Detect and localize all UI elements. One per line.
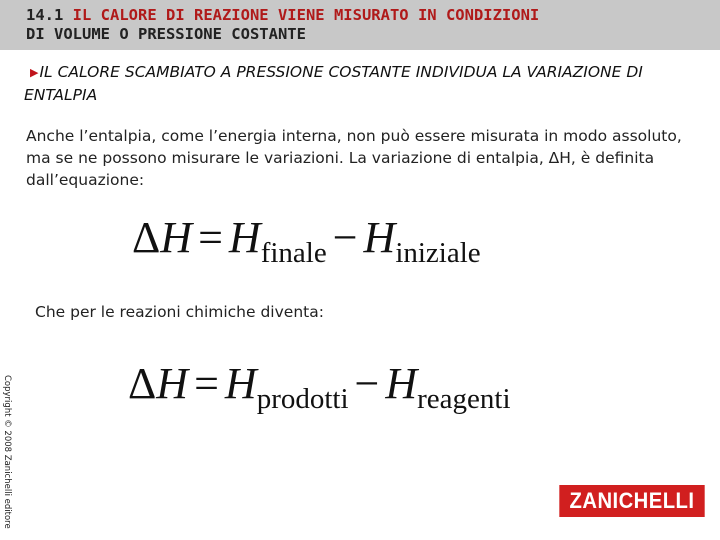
equation-enthalpy-definition	[132, 212, 481, 269]
eq1-equals: =	[198, 213, 223, 262]
title-line-2: DI VOLUME O PRESSIONE COSTANTE	[26, 25, 306, 43]
body-paragraph: Anche l’entalpia, come l’energia interna, non può essere misurata in modo assoluto, ma se ne possono misurare le variazioni. La variazione di entalpia, ΔH, è definita dall’equazione:	[26, 127, 682, 189]
eq1-sub1: finale	[260, 237, 327, 269]
equation-reaction-enthalpy	[128, 358, 511, 415]
section-number: 14.1	[26, 6, 64, 24]
arrow-icon: ▶	[30, 66, 39, 79]
publisher-logo: ZANICHELLI	[559, 485, 704, 517]
second-paragraph: Che per le reazioni chimiche diventa:	[35, 303, 324, 321]
eq1-delta: Δ	[132, 213, 161, 262]
eq1-h2: H	[363, 213, 396, 262]
eq1-lhs: H	[160, 213, 193, 262]
subtitle	[24, 61, 704, 106]
eq2-lhs: H	[156, 359, 189, 408]
copyright-text: Copyright © 2008 Zanichelli editore	[2, 375, 12, 529]
eq1-sub2: iniziale	[395, 237, 481, 269]
slide-title	[26, 6, 706, 44]
eq1-minus: −	[332, 213, 358, 262]
subtitle-text: IL CALORE SCAMBIATO A PRESSIONE COSTANTE INDIVIDUA LA VARIAZIONE DI ENTALPIA	[24, 63, 643, 104]
title-line-1: IL CALORE DI REAZIONE VIENE MISURATO IN CONDIZIONI	[72, 6, 540, 24]
eq2-delta: Δ	[128, 359, 157, 408]
eq2-h2: H	[385, 359, 418, 408]
eq2-equals: =	[194, 359, 219, 408]
eq2-sub2: reagenti	[417, 383, 511, 415]
eq2-sub1: prodotti	[256, 383, 349, 415]
eq2-minus: −	[354, 359, 380, 408]
eq1-h1: H	[228, 213, 261, 262]
title-bar	[0, 0, 720, 50]
eq2-h1: H	[224, 359, 257, 408]
